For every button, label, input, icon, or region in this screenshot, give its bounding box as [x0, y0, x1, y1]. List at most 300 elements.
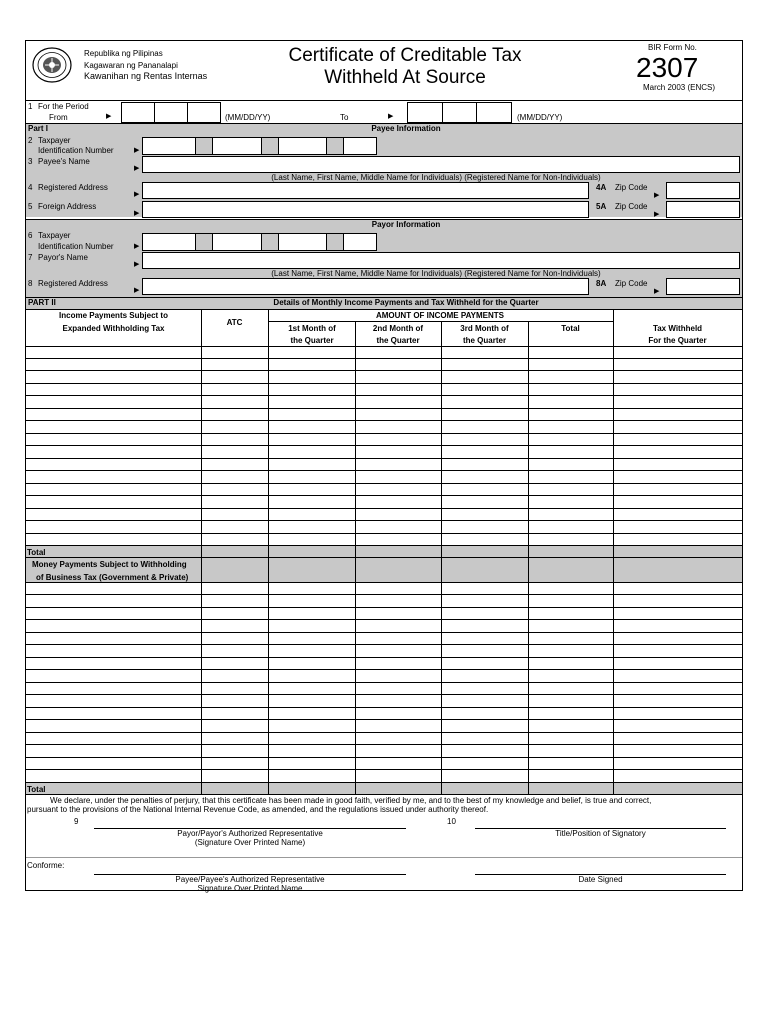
table-cell[interactable] [614, 595, 741, 605]
table-cell[interactable] [27, 658, 200, 668]
table-cell[interactable] [442, 608, 527, 618]
table-cell[interactable] [27, 745, 200, 755]
table-cell[interactable] [269, 521, 354, 531]
table-cell[interactable] [27, 521, 200, 531]
table-cell[interactable] [269, 384, 354, 394]
table-cell[interactable] [442, 509, 527, 519]
field-6-number: 6 [28, 231, 33, 240]
table-cell[interactable] [27, 384, 200, 394]
table-cell[interactable] [27, 421, 200, 431]
table-cell[interactable] [269, 459, 354, 469]
table-cell[interactable] [27, 409, 200, 419]
payee-foreign-zip-label: Zip Code [615, 202, 648, 211]
table-cell[interactable] [269, 695, 354, 705]
table-cell[interactable] [614, 745, 741, 755]
table-cell[interactable] [529, 608, 612, 618]
table-cell[interactable] [442, 409, 527, 419]
table-cell[interactable] [202, 608, 267, 618]
table-cell[interactable] [269, 733, 354, 743]
table-row-line [26, 557, 742, 558]
table-cell[interactable] [269, 409, 354, 419]
table-cell[interactable] [614, 758, 741, 768]
col-month-3-header-1: 3rd Month of [460, 324, 509, 333]
arrow-icon: ▶ [654, 288, 660, 295]
arrow-icon: ▶ [134, 191, 140, 198]
table-cell[interactable] [356, 434, 440, 444]
table-cell[interactable] [356, 484, 440, 494]
table-cell[interactable] [27, 620, 200, 630]
table-cell[interactable] [269, 708, 354, 718]
field-3-number: 3 [28, 157, 33, 166]
table-cell[interactable] [442, 633, 527, 643]
table-cell[interactable] [356, 534, 440, 544]
table-cell[interactable] [27, 347, 200, 357]
field-5-number: 5 [28, 202, 33, 211]
table-cell[interactable] [529, 421, 612, 431]
table-cell[interactable] [356, 683, 440, 693]
table-cell[interactable] [356, 733, 440, 743]
table-cell[interactable] [202, 770, 267, 780]
agency-line-1: Republika ng Pilipinas [84, 49, 163, 58]
table-cell[interactable] [202, 733, 267, 743]
table-cell[interactable] [356, 359, 440, 369]
table-cell[interactable] [269, 745, 354, 755]
bir-form-number: 2307 [636, 52, 699, 83]
table-cell[interactable] [442, 459, 527, 469]
table-cell[interactable] [442, 434, 527, 444]
table-cell[interactable] [202, 421, 267, 431]
table-cell[interactable] [442, 658, 527, 668]
table-cell[interactable] [27, 434, 200, 444]
table-cell[interactable] [442, 733, 527, 743]
table-cell[interactable] [202, 434, 267, 444]
table-cell[interactable] [529, 384, 612, 394]
table-cell[interactable] [27, 770, 200, 780]
table-cell[interactable] [269, 359, 354, 369]
payee-address-label: Registered Address [38, 183, 108, 192]
total-row-label: Total [27, 548, 46, 557]
table-cell[interactable] [529, 733, 612, 743]
table-cell[interactable] [442, 396, 527, 406]
table-cell[interactable] [442, 421, 527, 431]
table-cell[interactable] [442, 384, 527, 394]
table-cell[interactable] [202, 595, 267, 605]
table-cell[interactable] [442, 758, 527, 768]
period-label: For the Period [38, 102, 89, 111]
table-cell[interactable] [614, 720, 741, 730]
table-cell[interactable] [614, 695, 741, 705]
table-cell[interactable] [269, 509, 354, 519]
arrow-icon: ▶ [654, 211, 660, 218]
table-cell[interactable] [202, 384, 267, 394]
table-cell[interactable] [269, 446, 354, 456]
declaration-text-1: We declare, under the penalties of perjury, that this certificate has been made in good faith, verified by me, and to the best of my knowledge and belief, is true and correct, [50, 796, 652, 805]
declaration-text-2: pursuant to the provisions of the National Internal Revenue Code, as amended, and the regulations issued under authority thereof. [27, 805, 489, 814]
table-cell[interactable] [202, 459, 267, 469]
table-cell[interactable] [269, 720, 354, 730]
table-cell[interactable] [202, 708, 267, 718]
table-cell[interactable] [614, 534, 741, 544]
table-cell[interactable] [202, 409, 267, 419]
table-cell[interactable] [202, 645, 267, 655]
col-month-1-header-1: 1st Month of [288, 324, 336, 333]
table-cell[interactable] [269, 434, 354, 444]
table-cell[interactable] [356, 695, 440, 705]
table-cell[interactable] [442, 695, 527, 705]
table-cell[interactable] [27, 534, 200, 544]
part-2-title: Details of Monthly Income Payments and Tax Withheld for the Quarter [273, 298, 539, 307]
table-cell[interactable] [442, 770, 527, 780]
table-cell[interactable] [269, 484, 354, 494]
arrow-icon: ▶ [388, 113, 394, 120]
table-cell[interactable] [27, 633, 200, 643]
arrow-icon: ▶ [654, 192, 660, 199]
table-cell[interactable] [269, 347, 354, 357]
table-cell[interactable] [442, 446, 527, 456]
table-cell[interactable] [27, 509, 200, 519]
table-cell[interactable] [529, 521, 612, 531]
table-cell[interactable] [269, 371, 354, 381]
table-cell[interactable] [529, 347, 612, 357]
payee-foreign-address-label: Foreign Address [38, 202, 97, 211]
table-cell[interactable] [614, 359, 741, 369]
payee-zip-label: Zip Code [615, 183, 648, 192]
amount-of-income-header: AMOUNT OF INCOME PAYMENTS [375, 311, 504, 320]
table-cell[interactable] [614, 484, 741, 494]
table-cell[interactable] [442, 620, 527, 630]
table-cell[interactable] [27, 471, 200, 481]
table-cell[interactable] [202, 534, 267, 544]
table-cell[interactable] [27, 645, 200, 655]
col-total-header: Total [561, 324, 580, 333]
table-cell[interactable] [356, 658, 440, 668]
payor-address-label: Registered Address [38, 279, 108, 288]
table-cell[interactable] [202, 683, 267, 693]
money-payments-label-1: Money Payments Subject to Withholding [32, 560, 187, 569]
table-cell[interactable] [356, 595, 440, 605]
table-cell[interactable] [614, 645, 741, 655]
arrow-icon: ▶ [134, 261, 140, 268]
table-cell[interactable] [614, 459, 741, 469]
table-cell[interactable] [529, 534, 612, 544]
table-cell[interactable] [529, 745, 612, 755]
table-cell[interactable] [202, 670, 267, 680]
table-cell[interactable] [529, 695, 612, 705]
field-7-number: 7 [28, 253, 33, 262]
form-version: March 2003 (ENCS) [643, 83, 716, 92]
table-cell[interactable] [27, 396, 200, 406]
table-cell[interactable] [356, 384, 440, 394]
table-cell[interactable] [442, 347, 527, 357]
total-row-band [26, 545, 742, 557]
date-signed-label: Date Signed [578, 875, 623, 884]
payor-tin-label-1: Taxpayer [38, 231, 71, 240]
table-cell[interactable] [356, 471, 440, 481]
table-cell[interactable] [202, 720, 267, 730]
table-cell[interactable] [356, 459, 440, 469]
from-label: From [49, 113, 68, 122]
table-cell[interactable] [614, 496, 741, 506]
to-label: To [340, 113, 349, 122]
table-cell[interactable] [269, 758, 354, 768]
table-row-line [26, 582, 742, 583]
table-cell[interactable] [529, 595, 612, 605]
table-cell[interactable] [529, 371, 612, 381]
table-cell[interactable] [529, 770, 612, 780]
table-cell[interactable] [529, 409, 612, 419]
table-cell[interactable] [356, 421, 440, 431]
table-cell[interactable] [529, 496, 612, 506]
income-payments-table [26, 41, 742, 892]
table-cell[interactable] [529, 683, 612, 693]
table-cell[interactable] [356, 347, 440, 357]
table-cell[interactable] [269, 534, 354, 544]
payee-information-title: Payee Information [371, 124, 441, 133]
table-cell[interactable] [614, 670, 741, 680]
table-cell[interactable] [27, 695, 200, 705]
table-cell[interactable] [356, 496, 440, 506]
table-cell[interactable] [442, 534, 527, 544]
total-row-2-band [26, 782, 742, 794]
form-body [25, 40, 743, 891]
table-row-line [26, 794, 742, 795]
table-cell[interactable] [442, 745, 527, 755]
table-cell[interactable] [356, 371, 440, 381]
table-cell[interactable] [269, 770, 354, 780]
table-cell[interactable] [529, 459, 612, 469]
table-cell[interactable] [614, 620, 741, 630]
payor-name-label: Payor's Name [38, 253, 88, 262]
total-row-2-label: Total [27, 785, 46, 794]
table-cell[interactable] [614, 733, 741, 743]
table-cell[interactable] [27, 496, 200, 506]
payee-name-label: Payee's Name [38, 157, 90, 166]
payor-name-note: (Last Name, First Name, Middle Name for Individuals) (Registered Name for Non-Individuals) [271, 269, 601, 278]
arrow-icon: ▶ [106, 113, 112, 120]
table-cell[interactable] [356, 521, 440, 531]
table-cell[interactable] [614, 521, 741, 531]
from-date-format: (MM/DD/YY) [225, 113, 271, 122]
table-cell[interactable] [202, 446, 267, 456]
table-cell[interactable] [442, 670, 527, 680]
table-cell[interactable] [614, 608, 741, 618]
table-cell[interactable] [27, 683, 200, 693]
table-cell[interactable] [269, 645, 354, 655]
signatory-title-label: Title/Position of Signatory [555, 829, 646, 838]
table-cell[interactable] [202, 695, 267, 705]
table-cell[interactable] [529, 633, 612, 643]
table-cell[interactable] [356, 633, 440, 643]
col-month-2-header-2: the Quarter [376, 336, 420, 345]
arrow-icon: ▶ [134, 147, 140, 154]
table-cell[interactable] [202, 471, 267, 481]
table-cell[interactable] [356, 720, 440, 730]
table-cell[interactable] [529, 359, 612, 369]
table-cell[interactable] [614, 421, 741, 431]
money-payments-label-2: of Business Tax (Government & Private) [36, 573, 189, 582]
table-cell[interactable] [202, 496, 267, 506]
table-cell[interactable] [269, 658, 354, 668]
table-cell[interactable] [27, 359, 200, 369]
table-cell[interactable] [356, 396, 440, 406]
field-4-number: 4 [28, 183, 33, 192]
table-cell[interactable] [442, 484, 527, 494]
table-cell[interactable] [529, 620, 612, 630]
table-cell[interactable] [202, 658, 267, 668]
field-2-number: 2 [28, 136, 33, 145]
table-cell[interactable] [202, 347, 267, 357]
table-cell[interactable] [202, 633, 267, 643]
table-cell[interactable] [269, 471, 354, 481]
table-cell[interactable] [202, 396, 267, 406]
table-cell[interactable] [614, 384, 741, 394]
table-cell[interactable] [614, 371, 741, 381]
table-cell[interactable] [269, 396, 354, 406]
table-cell[interactable] [614, 708, 741, 718]
table-cell[interactable] [529, 708, 612, 718]
table-cell[interactable] [269, 633, 354, 643]
table-cell[interactable] [356, 446, 440, 456]
table-cell[interactable] [614, 434, 741, 444]
form-title-line-2: Withheld At Source [324, 67, 486, 88]
table-cell[interactable] [27, 758, 200, 768]
table-cell[interactable] [27, 720, 200, 730]
table-cell[interactable] [529, 446, 612, 456]
table-cell[interactable] [356, 645, 440, 655]
table-cell[interactable] [27, 670, 200, 680]
table-cell[interactable] [27, 733, 200, 743]
table-cell[interactable] [442, 521, 527, 531]
table-cell[interactable] [202, 745, 267, 755]
table-cell[interactable] [202, 758, 267, 768]
arrow-icon: ▶ [134, 287, 140, 294]
table-cell[interactable] [614, 509, 741, 519]
table-cell[interactable] [442, 645, 527, 655]
field-8-number: 8 [28, 279, 33, 288]
table-cell[interactable] [442, 371, 527, 381]
table-cell[interactable] [27, 446, 200, 456]
payee-tin-label-2: Identification Number [38, 146, 114, 155]
payor-zip-label: Zip Code [615, 279, 648, 288]
arrow-icon: ▶ [134, 210, 140, 217]
arrow-icon: ▶ [134, 243, 140, 250]
table-cell[interactable] [269, 620, 354, 630]
table-cell[interactable] [529, 670, 612, 680]
table-row-line [26, 782, 742, 783]
table-cell[interactable] [442, 595, 527, 605]
field-1-number: 1 [28, 102, 33, 111]
table-cell[interactable] [27, 708, 200, 718]
table-cell[interactable] [614, 347, 741, 357]
table-header-top-line [26, 309, 742, 310]
table-cell[interactable] [202, 521, 267, 531]
table-cell[interactable] [202, 509, 267, 519]
payee-name-note: (Last Name, First Name, Middle Name for Individuals) (Registered Name for Non-Individuals) [271, 173, 601, 182]
table-cell[interactable] [442, 471, 527, 481]
table-cell[interactable] [529, 720, 612, 730]
field-9-number: 9 [74, 817, 79, 826]
table-cell[interactable] [529, 396, 612, 406]
table-cell[interactable] [356, 409, 440, 419]
table-cell[interactable] [356, 708, 440, 718]
part-2-label: PART II [28, 298, 56, 307]
table-cell[interactable] [202, 620, 267, 630]
field-5a-number: 5A [596, 202, 607, 211]
table-cell[interactable] [529, 434, 612, 444]
table-cell[interactable] [27, 371, 200, 381]
table-cell[interactable] [356, 509, 440, 519]
table-cell[interactable] [614, 658, 741, 668]
table-cell[interactable] [442, 496, 527, 506]
table-cell[interactable] [269, 496, 354, 506]
table-cell[interactable] [269, 608, 354, 618]
col-income-header-2: Expanded Withholding Tax [62, 324, 165, 333]
table-cell[interactable] [442, 683, 527, 693]
col-month-3-header-2: the Quarter [462, 336, 507, 345]
arrow-icon: ▶ [134, 165, 140, 172]
col-tax-withheld-header-2: For the Quarter [648, 336, 707, 345]
table-cell[interactable] [529, 509, 612, 519]
table-cell[interactable] [27, 595, 200, 605]
table-cell[interactable] [529, 645, 612, 655]
col-atc-header: ATC [226, 318, 243, 327]
part-1-label: Part I [28, 124, 49, 133]
table-cell[interactable] [614, 770, 741, 780]
agency-line-3: Kawanihan ng Rentas Internas [84, 71, 208, 81]
table-cell[interactable] [529, 484, 612, 494]
table-cell[interactable] [529, 658, 612, 668]
table-cell[interactable] [269, 421, 354, 431]
payor-signature-label-2: (Signature Over Printed Name) [194, 838, 306, 847]
col-month-1-header-2: the Quarter [290, 336, 334, 345]
table-cell[interactable] [614, 446, 741, 456]
table-cell[interactable] [356, 745, 440, 755]
table-cell[interactable] [27, 608, 200, 618]
table-cell[interactable] [442, 720, 527, 730]
table-cell[interactable] [269, 595, 354, 605]
table-cell[interactable] [27, 484, 200, 494]
col-month-2-header-1: 2nd Month of [372, 324, 424, 333]
table-cell[interactable] [529, 758, 612, 768]
table-cell[interactable] [614, 471, 741, 481]
payor-information-title: Payor Information [371, 220, 441, 229]
field-8a-number: 8A [596, 279, 607, 288]
conforme-label: Conforme: [27, 861, 65, 870]
table-cell[interactable] [356, 758, 440, 768]
agency-line-2: Kagawaran ng Pananalapi [84, 61, 178, 70]
field-10-number: 10 [447, 817, 456, 826]
table-cell[interactable] [614, 683, 741, 693]
table-cell[interactable] [27, 459, 200, 469]
table-cell[interactable] [442, 359, 527, 369]
table-cell[interactable] [614, 396, 741, 406]
table-cell[interactable] [269, 683, 354, 693]
table-cell[interactable] [614, 409, 741, 419]
table-cell[interactable] [529, 471, 612, 481]
table-cell[interactable] [356, 670, 440, 680]
table-cell[interactable] [269, 670, 354, 680]
table-cell[interactable] [356, 620, 440, 630]
payee-signature-label-2: Signature Over Printed Name [197, 884, 303, 893]
table-cell[interactable] [202, 371, 267, 381]
to-date-format: (MM/DD/YY) [517, 113, 563, 122]
table-cell[interactable] [614, 633, 741, 643]
table-cell[interactable] [202, 484, 267, 494]
table-cell[interactable] [356, 608, 440, 618]
table-cell[interactable] [202, 359, 267, 369]
table-cell[interactable] [356, 770, 440, 780]
table-cell[interactable] [442, 708, 527, 718]
